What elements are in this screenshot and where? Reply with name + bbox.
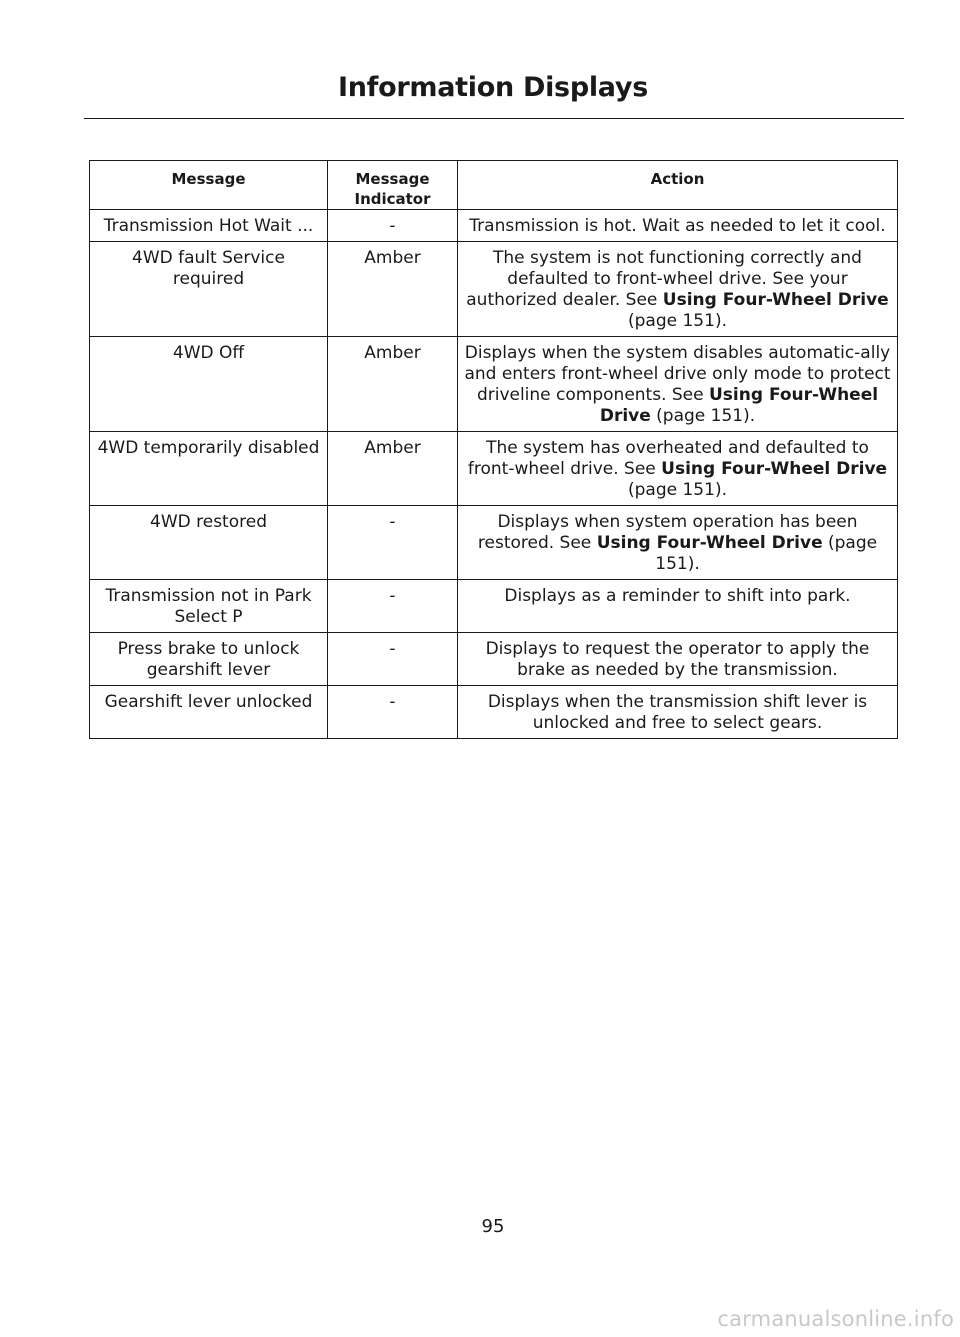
message-cell: Gearshift lever unlocked (90, 686, 328, 739)
table-row (90, 242, 898, 337)
action-text: Displays to request the operator to apply the brake as needed by the transmission. (485, 639, 870, 680)
cross-reference-link[interactable]: Using Four-Wheel Drive (662, 290, 889, 310)
indicator-cell: - (328, 686, 458, 739)
table-row (90, 210, 898, 242)
page-reference: (page 151). (655, 533, 878, 574)
page-reference: (page 151). (628, 311, 727, 331)
message-cell: Transmission not in Park Select P (90, 580, 328, 633)
indicator-cell: - (328, 580, 458, 633)
indicator-cell: - (328, 633, 458, 686)
message-cell: 4WD fault Service required (90, 242, 328, 337)
page-reference: (page 151). (628, 480, 727, 500)
action-text: Displays when system operation has been restored. See (477, 512, 858, 553)
message-cell: 4WD restored (90, 506, 328, 580)
action-cell (458, 337, 898, 432)
page-reference: (page 151). (650, 406, 756, 426)
title-divider (84, 118, 904, 119)
page-title: Information Displays (338, 72, 648, 103)
table-row (90, 432, 898, 506)
indicator-cell: - (328, 506, 458, 580)
message-cell: 4WD Off (90, 337, 328, 432)
action-text: Displays when the system disables automatic-ally and enters front-wheel drive only mode to protect driveline components. See (464, 343, 891, 405)
table-row (90, 633, 898, 686)
indicator-cell: Amber (328, 337, 458, 432)
action-cell (458, 633, 898, 686)
action-cell (458, 580, 898, 633)
table-row (90, 506, 898, 580)
watermark: carmanualsonline.info (717, 1307, 954, 1331)
message-cell: Press brake to unlock gearshift lever (90, 633, 328, 686)
action-text: Displays when the transmission shift lever is unlocked and free to select gears. (487, 692, 868, 733)
table-row (90, 337, 898, 432)
action-cell (458, 432, 898, 506)
message-cell: 4WD temporarily disabled (90, 432, 328, 506)
table-row (90, 686, 898, 739)
action-text: The system is not functioning correctly and defaulted to front-wheel drive. See your authorized dealer. See (466, 248, 862, 310)
cross-reference-link[interactable]: Using Four-Wheel Drive (661, 459, 888, 479)
action-text: The system has overheated and defaulted to front-wheel drive. See (467, 438, 869, 479)
indicator-cell: - (328, 210, 458, 242)
header-action: Action (458, 161, 898, 210)
action-text: Transmission is hot. Wait as needed to let it cool. (469, 216, 886, 236)
table-header-row (90, 161, 898, 210)
action-cell (458, 210, 898, 242)
page-number: 95 (481, 1216, 505, 1237)
action-cell (458, 686, 898, 739)
message-cell: Transmission Hot Wait ... (90, 210, 328, 242)
table-row (90, 580, 898, 633)
message-table (89, 160, 898, 739)
indicator-cell: Amber (328, 432, 458, 506)
header-message-indicator: Message Indicator (328, 161, 458, 210)
indicator-cell: Amber (328, 242, 458, 337)
header-message: Message (90, 161, 328, 210)
cross-reference-link[interactable]: Using Four-Wheel Drive (599, 385, 879, 426)
action-cell (458, 242, 898, 337)
cross-reference-link[interactable]: Using Four-Wheel Drive (596, 533, 823, 553)
action-text: Displays as a reminder to shift into park. (504, 586, 851, 606)
action-cell (458, 506, 898, 580)
